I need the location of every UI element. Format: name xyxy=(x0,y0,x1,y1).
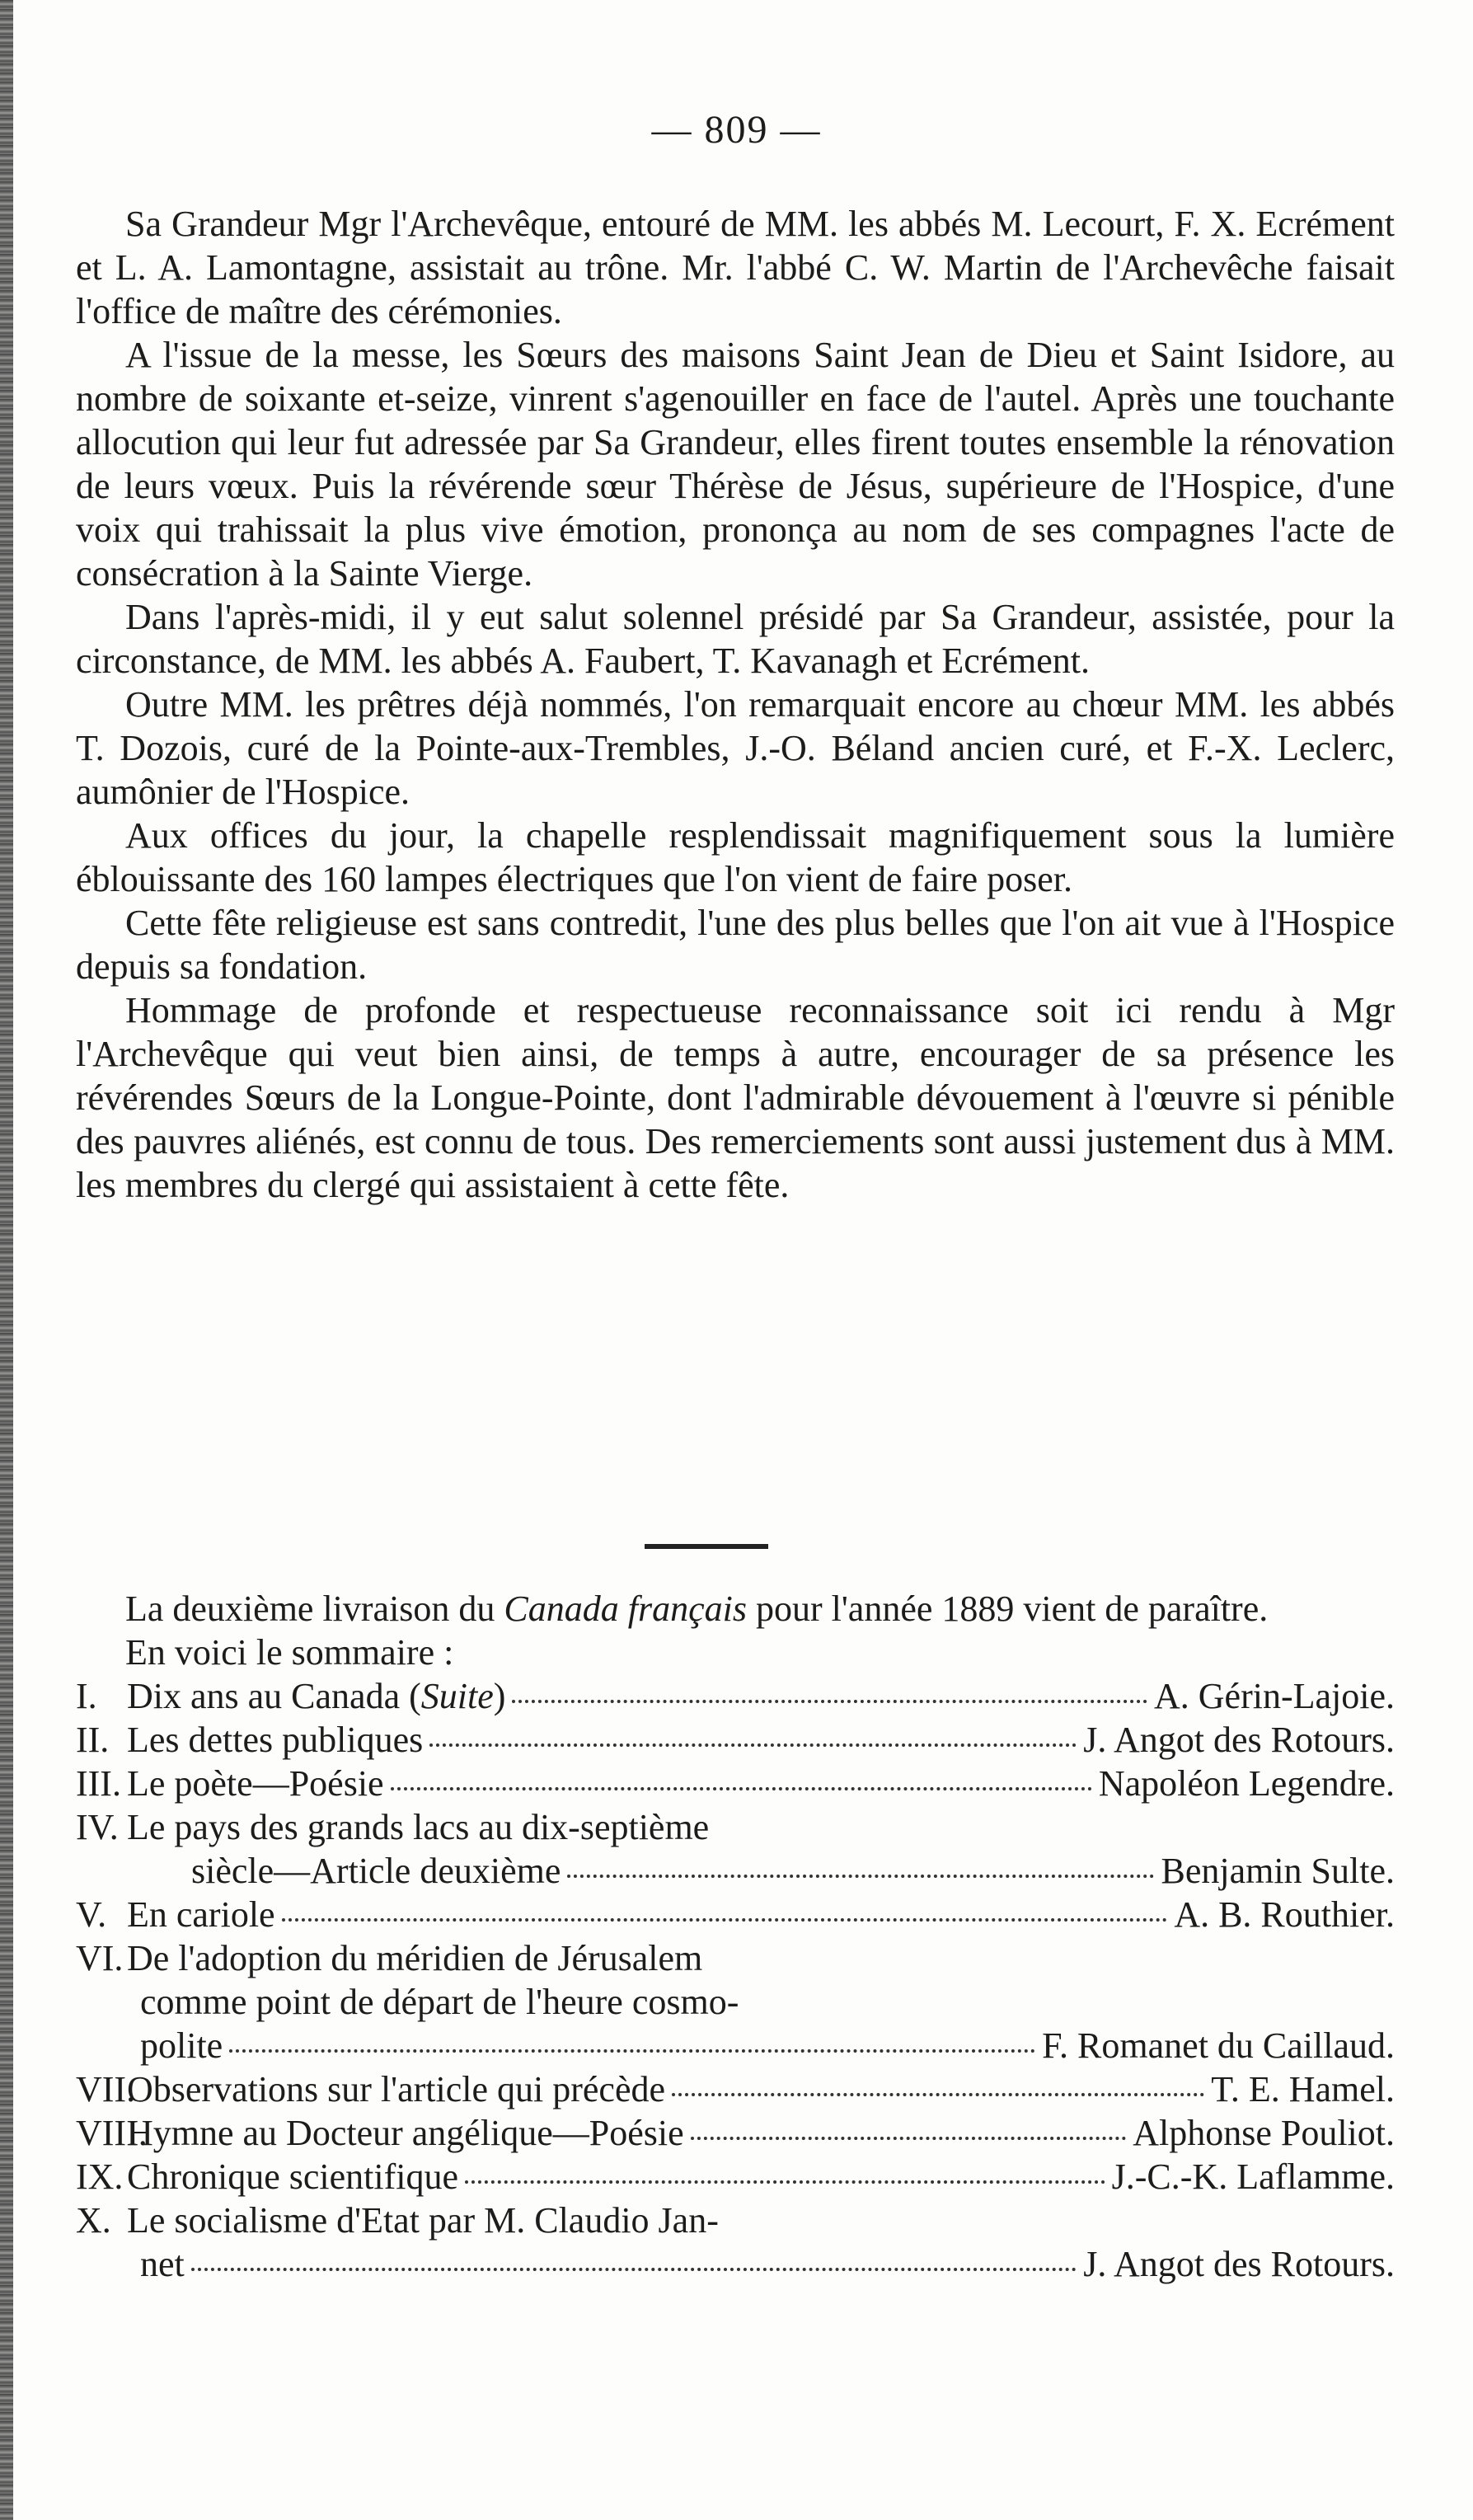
toc-numeral: IX. xyxy=(76,2156,124,2197)
toc-entry xyxy=(76,1805,1395,1893)
paragraph: Hommage de profonde et respectueuse reconnaissance soit ici rendu à Mgr l'Archevêque qui veut bien ainsi, de temps à autre, encourager de sa présence les révérendes Sœurs de la Longue-Pointe, dont l'admirable dévouement à l'œuvre si pénible des pauvres aliénés, est connu de tous. Des remerciements sont aussi justement dus à MM. les membres du clergé qui assistaient à cette fête. xyxy=(76,990,1395,1205)
paragraph: Dans l'après-midi, il y eut salut solennel présidé par Sa Grandeur, assistée, pour la circonstance, de MM. les abbés A. Faubert, T. Kavanagh et Ecrément. xyxy=(76,597,1395,681)
toc-numeral: III. xyxy=(76,1763,121,1804)
toc-entry xyxy=(76,1936,1395,2067)
announcement-intro xyxy=(76,1587,1395,1631)
toc-numeral: VII. xyxy=(76,2069,136,2109)
journal-title: Canada français xyxy=(504,1588,747,1629)
toc-title: De l'adoption du méridien de Jérusalem xyxy=(127,1938,703,1978)
toc-entry xyxy=(76,1893,1395,1936)
toc-title: Le poète—Poésie xyxy=(127,1763,384,1804)
toc-title-continuation: net xyxy=(140,2244,185,2284)
toc-title: Les dettes publiques xyxy=(127,1720,424,1760)
toc-entry xyxy=(76,2067,1395,2111)
toc-numeral: I. xyxy=(76,1676,97,1716)
sommaire-label: En voici le sommaire : xyxy=(125,1632,454,1673)
dot-leader xyxy=(391,1787,1092,1790)
toc-author: J. Angot des Rotours. xyxy=(1083,2244,1395,2284)
toc-title: Le pays des grands lacs au dix-septième xyxy=(127,1807,710,1847)
toc-title: En cariole xyxy=(127,1894,275,1935)
toc-entry xyxy=(76,1762,1395,1805)
toc-entry xyxy=(76,2155,1395,2199)
toc-numeral: II. xyxy=(76,1720,110,1760)
toc-title: Observations sur l'article qui précède xyxy=(127,2069,666,2109)
dot-leader xyxy=(282,1918,1168,1922)
toc-title: Le socialisme d'Etat par M. Claudio Jan- xyxy=(127,2200,719,2241)
dot-leader xyxy=(691,2137,1127,2140)
dot-leader xyxy=(512,1700,1147,1703)
toc-numeral: V. xyxy=(76,1894,107,1935)
paragraph: Sa Grandeur Mgr l'Archevêque, entouré de MM. les abbés M. Lecourt, F. X. Ecrément et L. A. Lamontagne, assistait au trône. Mr. l'abbé C. W. Martin de l'Archevêche faisait l'office de maître des cérémonies. xyxy=(76,204,1395,331)
toc-entry xyxy=(76,1674,1395,1718)
toc-numeral: IV. xyxy=(76,1807,119,1847)
section-separator-rule xyxy=(645,1544,768,1549)
dot-leader xyxy=(191,2268,1077,2271)
intro-text-after: pour l'année 1889 vient de paraître. xyxy=(747,1588,1269,1629)
toc-numeral: VIII. xyxy=(76,2113,148,2153)
toc-title-continuation: siècle—Article deuxième xyxy=(191,1851,561,1891)
toc-author: J.-C.-K. Laflamme. xyxy=(1111,2156,1395,2197)
toc-author: Napoléon Legendre. xyxy=(1098,1763,1395,1804)
dot-leader xyxy=(567,1875,1154,1878)
toc-entry xyxy=(76,1718,1395,1762)
toc-title: Hymne au Docteur angélique—Poésie xyxy=(127,2113,684,2153)
toc-entry xyxy=(76,2111,1395,2155)
toc-entry xyxy=(76,2199,1395,2286)
toc-numeral: X. xyxy=(76,2200,111,2241)
toc-title xyxy=(127,1674,505,1718)
paragraph: Cette fête religieuse est sans contredit, l'une des plus belles que l'on ait vue à l'Hospice depuis sa fondation. xyxy=(76,903,1395,987)
dot-leader xyxy=(465,2180,1105,2184)
dot-leader xyxy=(672,2093,1204,2096)
toc-title-part: ) xyxy=(493,1676,506,1716)
announcement-section xyxy=(76,1587,1395,2286)
intro-text-before: La deuxième livraison du xyxy=(125,1588,504,1629)
table-of-contents xyxy=(76,1674,1395,2286)
toc-title-continuation: comme point de départ de l'heure cosmo- xyxy=(140,1982,739,2022)
dot-leader xyxy=(229,2049,1035,2053)
toc-numeral: VI. xyxy=(76,1938,124,1978)
paragraph: Outre MM. les prêtres déjà nommés, l'on remarquait encore au chœur MM. les abbés T. Dozois, curé de la Pointe-aux-Trembles, J.-O. Béland ancien curé, et F.-X. Leclerc, aumônier de l'Hospice. xyxy=(76,684,1395,812)
toc-title-part: Dix ans au Canada ( xyxy=(127,1676,421,1716)
paragraph: A l'issue de la messe, les Sœurs des maisons Saint Jean de Dieu et Saint Isidore, au nombre de soixante et-seize, vinrent s'agenouiller en face de l'autel. Après une touchante allocution qui leur fut adressée par Sa Grandeur, elles firent toutes ensemble la rénovation de leurs vœux. Puis la révérende sœur Thérèse de Jésus, supérieure de l'Hospice, d'une voix qui trahissait la plus vive émotion, prononça au nom de ses compagnes l'acte de consécration à la Sainte Vierge. xyxy=(76,335,1395,594)
dot-leader xyxy=(429,1743,1077,1747)
toc-author: Benjamin Sulte. xyxy=(1161,1851,1395,1891)
toc-title-continuation: polite xyxy=(140,2025,223,2066)
article-body xyxy=(76,202,1395,1207)
toc-author: J. Angot des Rotours. xyxy=(1083,1720,1395,1760)
toc-title-italic: Suite xyxy=(420,1676,494,1716)
toc-author: A. B. Routhier. xyxy=(1174,1894,1395,1935)
toc-author: Alphonse Pouliot. xyxy=(1133,2113,1395,2153)
page-binding-edge xyxy=(0,0,13,2520)
toc-author: A. Gérin-Lajoie. xyxy=(1154,1676,1395,1716)
toc-title: Chronique scientifique xyxy=(127,2156,459,2197)
paragraph: Aux offices du jour, la chapelle resplendissait magnifiquement sous la lumière éblouissante des 160 lampes électriques que l'on vient de faire poser. xyxy=(76,815,1395,899)
toc-author: T. E. Hamel. xyxy=(1211,2069,1395,2109)
page-number: — 809 — xyxy=(651,108,822,152)
toc-author: F. Romanet du Caillaud. xyxy=(1042,2025,1395,2066)
